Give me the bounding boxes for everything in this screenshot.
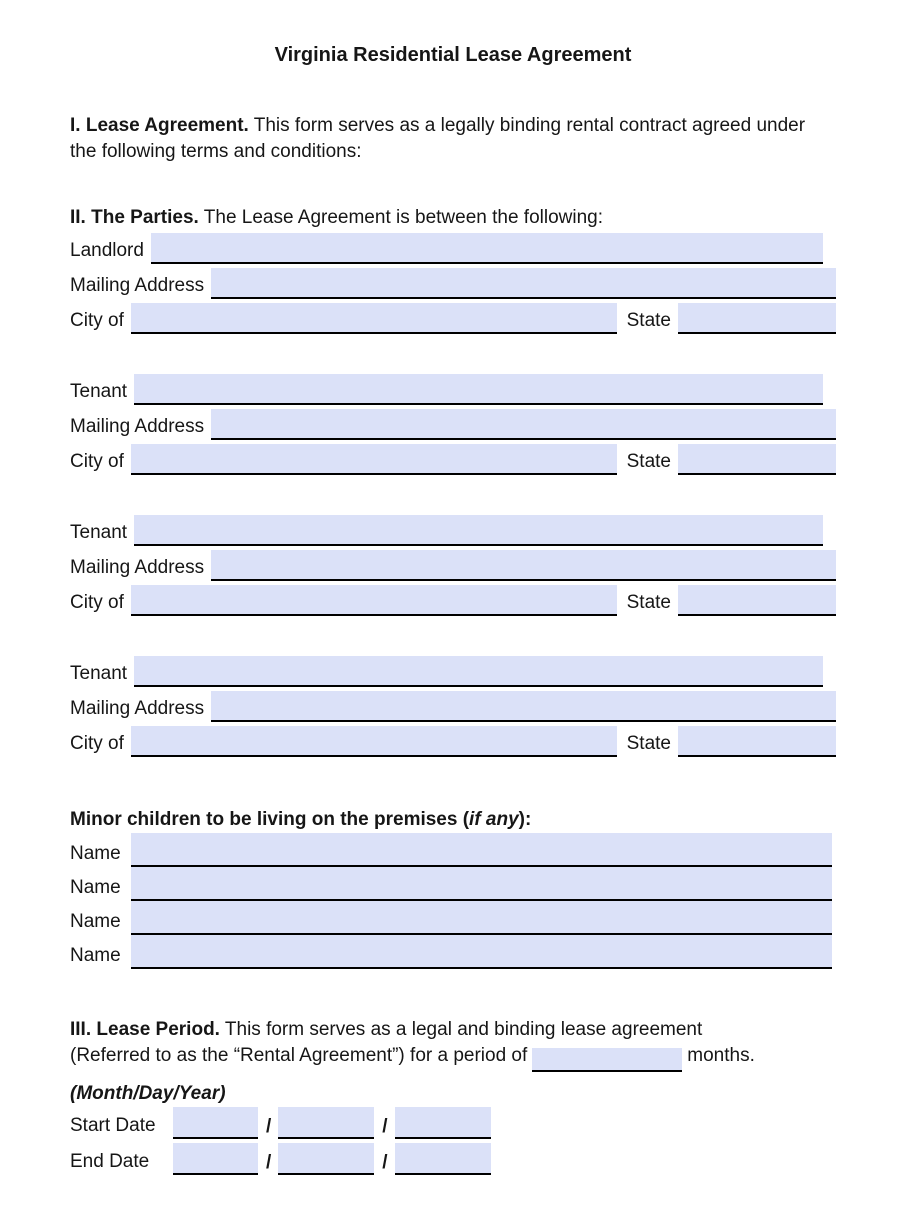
- city-of-label: City of: [70, 310, 124, 331]
- landlord-mailing-address-field[interactable]: [211, 268, 836, 299]
- tenant-2-state-value: [678, 612, 686, 614]
- mailing-address-label: Mailing Address: [70, 275, 205, 296]
- start-date-row: [70, 1107, 836, 1139]
- tenant-2-state-field[interactable]: [678, 585, 836, 616]
- lease-period-months-field[interactable]: [532, 1048, 682, 1072]
- tenant-1-city-state-row: [70, 444, 836, 475]
- start-date-month-value: [173, 1135, 181, 1137]
- end-date-day-field[interactable]: [278, 1143, 374, 1175]
- tenant-label: Tenant: [70, 381, 128, 402]
- section-1-text: This form serves as a legally binding rental contract agreed under the following terms and conditions:: [70, 115, 806, 162]
- state-label: State: [626, 451, 671, 472]
- tenant-3-city-value: [131, 753, 139, 755]
- section-1-paragraph: [70, 113, 836, 165]
- date-slash-separator: /: [266, 1116, 272, 1137]
- tenant-3-mailing-address-value: [211, 718, 219, 720]
- tenant-2-city-value: [131, 612, 139, 614]
- tenant-1-state-field[interactable]: [678, 444, 836, 475]
- tenant-2-row: [70, 515, 836, 546]
- section-2-text: The Lease Agreement is between the following:: [203, 207, 604, 228]
- tenant-3-name-field[interactable]: [134, 656, 823, 687]
- landlord-label: Landlord: [70, 240, 144, 261]
- landlord-mailing-row: [70, 268, 836, 299]
- date-format-note: (Month/Day/Year): [70, 1083, 226, 1104]
- tenant-2-mailing-address-value: [211, 577, 219, 579]
- mailing-address-label: Mailing Address: [70, 416, 205, 437]
- tenant-2-city-field[interactable]: [131, 585, 617, 616]
- child-3-name-value: [131, 931, 139, 933]
- start-date-month-field[interactable]: [173, 1107, 258, 1139]
- tenant-1-mailing-row: [70, 409, 836, 440]
- child-1-name-field[interactable]: [131, 833, 832, 867]
- landlord-mailing-address-value: [211, 295, 219, 297]
- section-3-text-line2-start: (Referred to as the “Rental Agreement”) for a period of: [70, 1045, 528, 1066]
- landlord-city-state-row: [70, 303, 836, 334]
- tenant-3-state-value: [678, 753, 686, 755]
- section-3-text-line1: This form serves as a legal and binding lease agreement: [224, 1019, 703, 1040]
- child-4-name-field[interactable]: [131, 935, 832, 969]
- state-label: State: [626, 592, 671, 613]
- start-date-day-field[interactable]: [278, 1107, 374, 1139]
- child-4-name-value: [131, 965, 139, 967]
- minor-children-heading-end: ):: [518, 809, 532, 830]
- tenant-1-mailing-address-value: [211, 436, 219, 438]
- tenant-3-city-field[interactable]: [131, 726, 617, 757]
- city-of-label: City of: [70, 733, 124, 754]
- date-slash-separator: /: [382, 1116, 388, 1137]
- tenant-2-city-state-row: [70, 585, 836, 616]
- date-slash-separator: /: [266, 1152, 272, 1173]
- end-date-month-field[interactable]: [173, 1143, 258, 1175]
- end-date-day-value: [278, 1171, 286, 1173]
- child-3-name-field[interactable]: [131, 901, 832, 935]
- mailing-address-label: Mailing Address: [70, 557, 205, 578]
- tenant-3-name-value: [134, 683, 142, 685]
- child-3-name-row: [70, 901, 836, 935]
- document-title: Virginia Residential Lease Agreement: [274, 44, 632, 66]
- landlord-state-field[interactable]: [678, 303, 836, 334]
- tenant-3-block: [70, 656, 836, 757]
- state-label: State: [626, 733, 671, 754]
- end-date-year-value: [395, 1171, 403, 1173]
- tenant-1-city-field[interactable]: [131, 444, 617, 475]
- name-label: Name: [70, 945, 121, 966]
- start-date-year-value: [395, 1135, 403, 1137]
- tenant-1-mailing-address-field[interactable]: [211, 409, 836, 440]
- child-2-name-value: [131, 897, 139, 899]
- section-3-text-line2-end: months.: [687, 1045, 755, 1066]
- tenant-2-mailing-row: [70, 550, 836, 581]
- start-date-day-value: [278, 1135, 286, 1137]
- tenant-3-mailing-address-field[interactable]: [211, 691, 836, 722]
- name-label: Name: [70, 877, 121, 898]
- tenant-3-row: [70, 656, 836, 687]
- landlord-block: [70, 233, 836, 334]
- tenant-1-name-value: [134, 401, 142, 403]
- end-date-label: End Date: [70, 1151, 150, 1172]
- section-1-heading: I. Lease Agreement.: [70, 115, 249, 136]
- minor-children-heading-start: Minor children to be living on the premises (: [70, 809, 470, 830]
- landlord-name-value: [151, 260, 159, 262]
- city-of-label: City of: [70, 451, 124, 472]
- tenant-3-state-field[interactable]: [678, 726, 836, 757]
- state-label: State: [626, 310, 671, 331]
- landlord-name-field[interactable]: [151, 233, 823, 264]
- minor-children-name-fields: [70, 833, 836, 969]
- tenant-1-state-value: [678, 471, 686, 473]
- child-2-name-field[interactable]: [131, 867, 832, 901]
- section-3-paragraph: [70, 1017, 836, 1072]
- minor-children-heading: [70, 807, 836, 833]
- landlord-state-value: [678, 330, 686, 332]
- end-date-row: [70, 1143, 836, 1175]
- child-1-name-row: [70, 833, 836, 867]
- child-1-name-value: [131, 863, 139, 865]
- city-of-label: City of: [70, 592, 124, 613]
- tenant-1-block: [70, 374, 836, 475]
- tenant-2-block: [70, 515, 836, 616]
- mailing-address-label: Mailing Address: [70, 698, 205, 719]
- tenant-2-name-field[interactable]: [134, 515, 823, 546]
- end-date-month-value: [173, 1171, 181, 1173]
- lease-period-months-value: [532, 1050, 540, 1073]
- end-date-year-field[interactable]: [395, 1143, 491, 1175]
- tenant-1-city-value: [131, 471, 139, 473]
- tenant-3-city-state-row: [70, 726, 836, 757]
- tenant-1-name-field[interactable]: [134, 374, 823, 405]
- name-label: Name: [70, 911, 121, 932]
- name-label: Name: [70, 843, 121, 864]
- start-date-label: Start Date: [70, 1115, 156, 1136]
- landlord-city-value: [131, 330, 139, 332]
- tenant-1-row: [70, 374, 836, 405]
- child-4-name-row: [70, 935, 836, 969]
- landlord-row: [70, 233, 836, 264]
- landlord-city-field[interactable]: [131, 303, 617, 334]
- tenant-2-mailing-address-field[interactable]: [211, 550, 836, 581]
- tenant-2-name-value: [134, 542, 142, 544]
- start-date-year-field[interactable]: [395, 1107, 491, 1139]
- tenant-label: Tenant: [70, 522, 128, 543]
- section-2-heading: II. The Parties.: [70, 207, 199, 228]
- section-2-heading-line: [70, 205, 836, 231]
- minor-children-heading-if-any: if any: [469, 809, 519, 830]
- tenant-3-mailing-row: [70, 691, 836, 722]
- tenant-label: Tenant: [70, 663, 128, 684]
- child-2-name-row: [70, 867, 836, 901]
- section-3-heading: III. Lease Period.: [70, 1019, 220, 1040]
- date-slash-separator: /: [382, 1152, 388, 1173]
